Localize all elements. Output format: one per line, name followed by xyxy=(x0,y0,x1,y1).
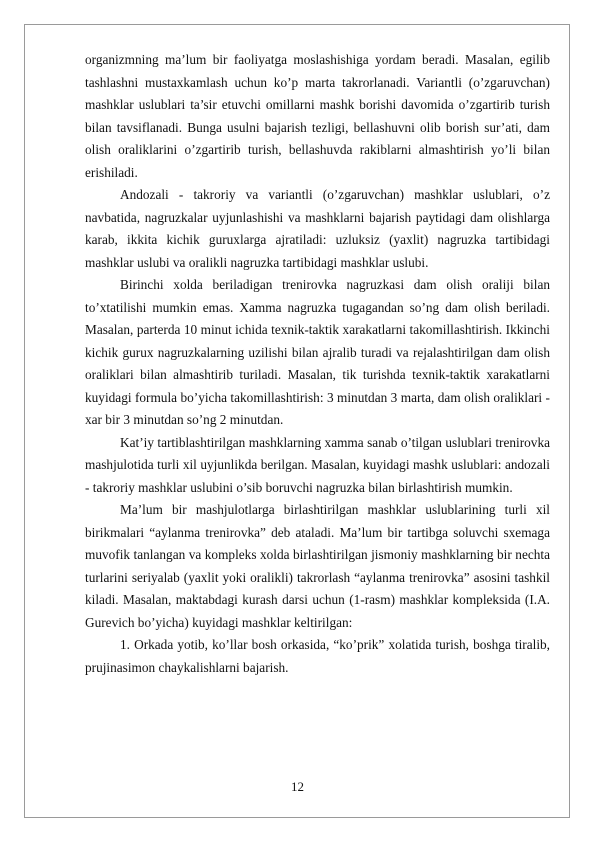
document-body xyxy=(85,49,550,679)
paragraph-5: Ma’lum bir mashjulotlarga birlashtirilgan mashklar uslublarining turli xil birikmalari “aylanma trenirovka” deb ataladi. Ma’lum bir tartibga soluvchi sxemaga muvofik tanlangan va kompleks xolda birlashtirilgan jismoniy mashklarning bir nechta turlarini seriyalab (yaxlit yoki oralikli) takrorlash “aylanma trenirovka” asosini tashkil kiladi. Masalan, maktabdagi kurash darsi uchun (1-rasm) mashklar kompleksida (I.A. Gurevich bo’yicha) kuyidagi mashklar keltirilgan: xyxy=(85,502,550,630)
paragraph-3: Birinchi xolda beriladigan trenirovka nagruzkasi dam olish oraliji bilan to’xtatilishi mumkin emas. Xamma nagruzka tugagandan so’ng dam olish beriladi. Masalan, parterda 10 minut ichida texnik-taktik xarakatlarni takomillashtirish. Ikkinchi kichik gurux nagruzkalarning uzilishi bilan ajralib turadi va rejalashtirilgan dam olish oraliklari bilan almashtirib turiladi. Masalan, tik turishda texnik-taktik xarakatlarni kuyidagi formula bo’yicha takomillashtirish: 3 minutdan 3 marta, dam olish oraliklari - xar bir 3 minutdan so’ng 2 minutdan. xyxy=(85,277,550,427)
paragraph-4: Kat’iy tartiblashtirilgan mashklarning xamma sanab o’tilgan uslublari trenirovka mashjulotida turli xil uyjunlikda berilgan. Masalan, kuyidagi mashk uslublari: andozali - takroriy mashklar uslubini o’sib boruvchi nagruzka bilan birlashtirish mumkin. xyxy=(85,434,550,495)
paragraph-2: Andozali - takroriy va variantli (o’zgaruvchan) mashklar uslublari, o’z navbatida, nagruzkalar uyjunlashishi va mashklarni bajarish paytidagi dam olishlarga karab, ikkita kichik guruxlarga ajratiladi: uzluksiz (yaxlit) nagruzka tartibidagi mashklar uslubi va oralikli nagruzka tartibidagi mashklar uslubi. xyxy=(85,187,550,270)
page-number: 12 xyxy=(291,779,304,794)
paragraph-6: 1. Orkada yotib, ko’llar bosh orkasida, “ko’prik” xolatida turish, boshga tiralib, prujinasimon chaykalishlarni bajarish. xyxy=(85,637,550,675)
paragraph-1: organizmning ma’lum bir faoliyatga moslashishiga yordam beradi. Masalan, egilib tashlashni mustaxkamlash uchun ko’p marta takrorlanadi. Variantli (o’zgaruvchan) mashklar uslublari ta’sir etuvchi omillarni mashk borishi davomida o’zgartirib turish bilan tavsiflanadi. Bunga usulni bajarish tezligi, bellashuvni olib borish sur’ati, dam olish oraliklarini o’zgartirib turish, bellashuvda rakiblarni almashtirish yo’li bilan erishiladi. xyxy=(85,52,550,180)
